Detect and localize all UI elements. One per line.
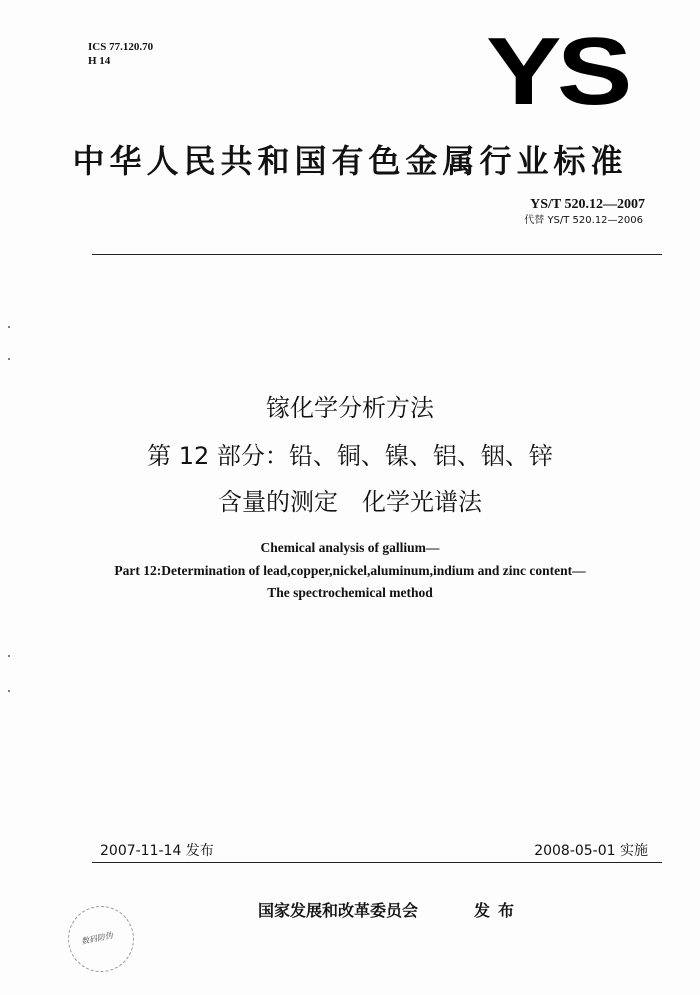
bottom-divider (92, 862, 662, 863)
english-title-line-3: The spectrochemical method (267, 585, 433, 600)
implementation-date: 2008-05-01 实施 (534, 843, 648, 859)
issue-label: 发布 (474, 901, 523, 920)
scan-speck (8, 326, 10, 328)
replaced-standard: 代替 YS/T 520.12—2006 (524, 215, 643, 226)
english-title-line-2: Part 12:Determination of lead,copper,nickel,aluminum,indium and zinc content— (114, 563, 586, 578)
stamp-text: 数码防伪 (80, 930, 114, 947)
scan-speck (8, 358, 10, 360)
anti-counterfeit-stamp (68, 906, 134, 972)
ics-code: ICS 77.120.70 (88, 41, 154, 53)
ccs-code: H 14 (88, 55, 111, 67)
chinese-title-line-1: 镓化学分析方法 (266, 394, 434, 422)
chinese-title-line-2: 第 12 部分：铅、铜、镍、铝、铟、锌 (147, 442, 553, 470)
standard-category-title: 中华人民共和国有色金属行业标准 (72, 142, 628, 180)
english-title-line-1: Chemical analysis of gallium— (260, 540, 440, 555)
classification-codes (88, 40, 153, 68)
scan-speck (8, 655, 10, 657)
ys-logo: YS (486, 18, 628, 125)
issuing-authority: 国家发展和改革委员会 (258, 901, 419, 920)
scan-speck (8, 690, 10, 692)
issue-date: 2007-11-14 发布 (100, 843, 214, 859)
top-divider (92, 254, 662, 255)
chinese-title-line-3: 含量的测定 化学光谱法 (218, 488, 482, 516)
standard-number: YS/T 520.12—2007 (530, 197, 645, 212)
